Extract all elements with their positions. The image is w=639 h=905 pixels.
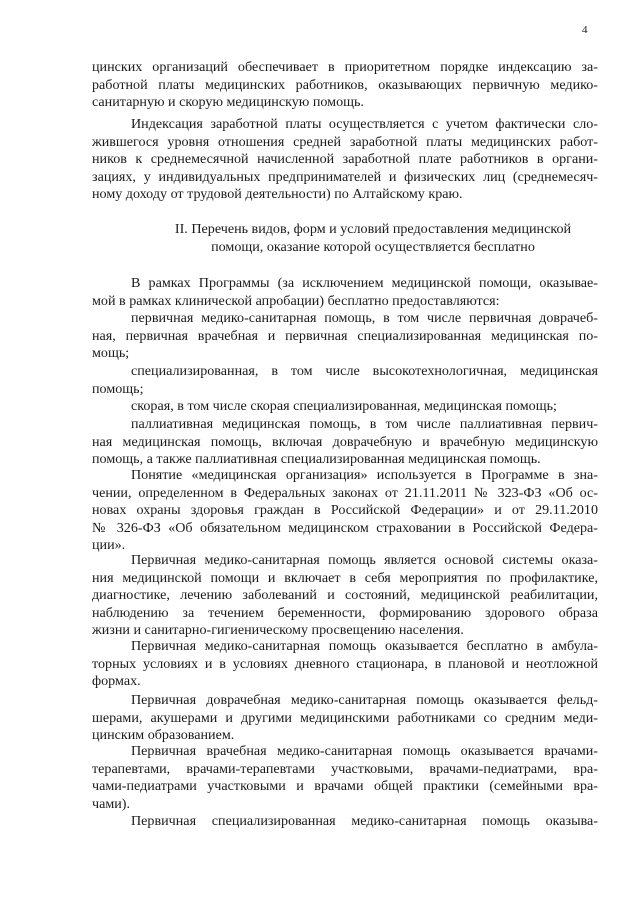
paragraph — [92, 275, 598, 310]
text-line: чами). — [92, 795, 131, 812]
heading-line: помощи, оказание которой осуществляется бесплатно — [211, 238, 535, 255]
paragraph — [92, 310, 598, 363]
text-line: жизни и санитарно-гигиеническому просвещению населения. — [92, 622, 464, 639]
text-line: чении, определенном в Федеральных законах от 21.11.2011 № 323-ФЗ «Об ос- — [92, 484, 598, 501]
section-heading — [92, 221, 598, 256]
text-line: ции». — [92, 537, 126, 554]
text-line: ников к среднемесячной начисленной заработной плате работников в органи- — [92, 151, 598, 168]
paragraph — [92, 398, 598, 416]
text-line: санитарную и скорую медицинскую помощь. — [92, 94, 364, 111]
text-line: формах. — [92, 673, 141, 690]
paragraph — [92, 363, 598, 398]
text-line: ная медицинская помощь, включая доврачебную и врачебную медицинскую — [92, 433, 598, 450]
text-line: скорая, в том числе скорая специализированная, медицинская помощь; — [131, 398, 557, 414]
paragraph — [92, 552, 598, 640]
text-line: наблюдению за течением беременности, формированию здорового образа — [92, 604, 598, 621]
text-line: диагностике, лечению заболеваний и состояний, медицинской реабилитации, — [92, 587, 598, 604]
text-line: помощь; — [92, 380, 144, 397]
page-number: 4 — [582, 24, 588, 36]
text-line: Первичная специализированная медико-санитарная помощь оказыва- — [131, 813, 598, 829]
text-line: мой в рамках клинической апробации) бесплатно предоставляются: — [92, 292, 500, 309]
paragraph — [92, 638, 598, 691]
paragraph — [92, 59, 598, 112]
text-line: Индексация заработной платы осуществляется с учетом фактически сло- — [131, 116, 598, 132]
text-line: чами-педиатрами участковыми и врачами общей практики (семейными вра- — [92, 778, 598, 795]
paragraph — [92, 416, 598, 469]
text-line: ному доходу от трудовой деятельности) по Алтайскому краю. — [92, 186, 463, 203]
text-line: Первичная врачебная медико-санитарная помощь оказывается врачами- — [131, 743, 598, 759]
text-line: паллиативная медицинская помощь, в том числе паллиативная первич- — [131, 416, 598, 432]
text-line: цинским образованием. — [92, 727, 235, 744]
paragraph — [92, 116, 598, 204]
text-line: торных условиях и в условиях дневного стационара, в плановой и неотложной — [92, 655, 598, 672]
heading-line: II. Перечень видов, форм и условий предоставления медицинской — [174, 221, 572, 237]
text-line: терапевтами, врачами-терапевтами участковыми, врачами-педиатрами, вра- — [92, 760, 598, 777]
text-line: Первичная медико-санитарная помощь оказывается бесплатно в амбула- — [131, 638, 598, 654]
text-line: ная, первичная врачебная и первичная специализированная медицинская по- — [92, 327, 598, 344]
text-line: новах охраны здоровья граждан в Российской Федерации» и от 29.11.2010 — [92, 502, 598, 519]
paragraph — [92, 467, 598, 555]
paragraph — [92, 692, 598, 745]
text-line: мощь; — [92, 345, 130, 362]
text-line: Первичная медико-санитарная помощь является основой системы оказа- — [131, 552, 598, 568]
text-line: первичная медико-санитарная помощь, в том числе первичная доврачеб- — [131, 310, 598, 326]
text-line: Понятие «медицинская организация» используется в Программе в зна- — [131, 467, 598, 483]
text-line: № 326-ФЗ «Об обязательном медицинском страховании в Российской Федера- — [92, 519, 598, 536]
paragraph — [92, 743, 598, 813]
text-line: работной платы медицинских работников, оказывающих первичную медико- — [92, 76, 598, 93]
text-line: В рамках Программы (за исключением медицинской помощи, оказывае- — [131, 275, 598, 291]
text-line: ния медицинской помощи и включает в себя мероприятия по профилактике, — [92, 569, 598, 586]
paragraph — [92, 813, 598, 831]
text-line: зациях, у индивидуальных предпринимателей и физических лиц (среднемесяч- — [92, 168, 598, 185]
text-line: жившегося уровня отношения средней заработной платы медицинских работ- — [92, 133, 598, 150]
text-line: Первичная доврачебная медико-санитарная помощь оказывается фельд- — [131, 692, 598, 708]
text-line: цинских организаций обеспечивает в приоритетном порядке индексацию за- — [92, 59, 598, 75]
text-line: специализированная, в том числе высокотехнологичная, медицинская — [131, 363, 598, 379]
text-line: шерами, акушерами и другими медицинскими работниками со средним меди- — [92, 709, 598, 726]
text-line: помощь, а также паллиативная специализированная медицинская помощь. — [92, 451, 541, 468]
